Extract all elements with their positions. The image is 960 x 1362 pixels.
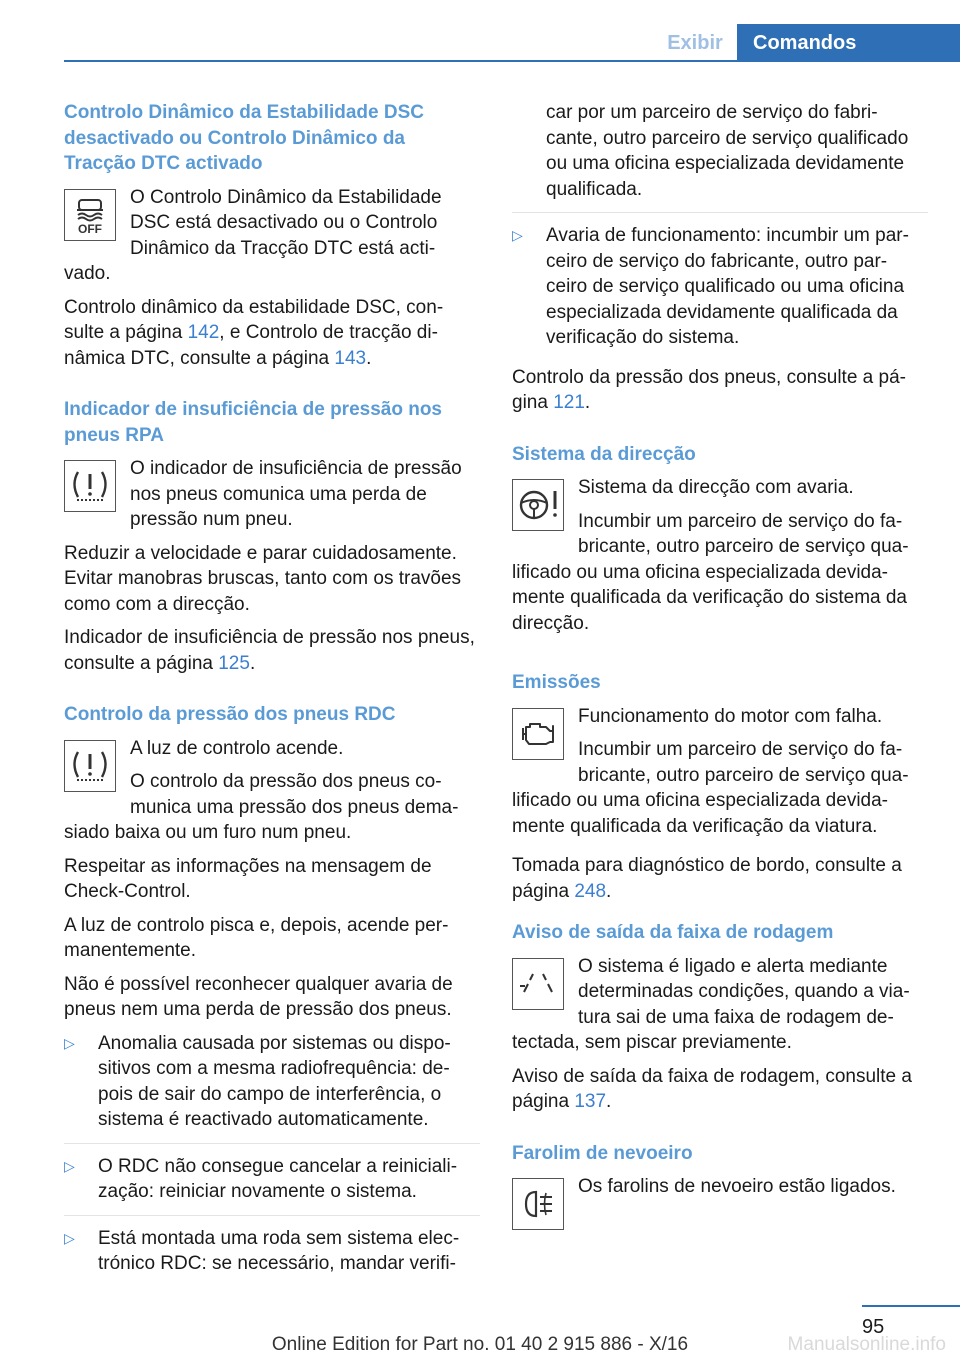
tire-pressure-warning-icon xyxy=(64,460,116,512)
page-link-137[interactable]: 137 xyxy=(574,1091,607,1112)
edition-footer: Online Edition for Part no. 01 40 2 915 886 - X/16 xyxy=(271,1334,689,1355)
steering-warning-icon xyxy=(512,479,564,531)
right-column xyxy=(512,100,928,1234)
section-heading-rdc: Controlo da pressão dos pneus RDC xyxy=(64,704,396,725)
rdc-ref: Controlo da pressão dos pneus, consulte a pá-gina 121. xyxy=(512,366,906,413)
triangle-bullet-icon: ▷ xyxy=(64,1229,75,1246)
rdc-blink: A luz de controlo pisca e, depois, acende per-manentemente. xyxy=(64,914,449,961)
triangle-bullet-icon: ▷ xyxy=(512,227,523,243)
page-link-121[interactable]: 121 xyxy=(553,392,585,413)
list-item: ▷ Anomalia causada por sistemas ou dispo-sitivos com a mesma radiofrequência: de-pois de sair do campo de interferência, o sistema é reactivado automaticamente. xyxy=(64,1031,480,1144)
rdc-causes-list-cont xyxy=(512,100,928,361)
triangle-bullet-icon: ▷ xyxy=(64,1157,75,1174)
emissions-desc: Funcionamento do motor com falha. xyxy=(578,705,883,727)
lane-departure-icon xyxy=(512,958,564,1010)
section-heading-emissions: Emissões xyxy=(512,672,601,693)
rdc-desc: O controlo da pressão dos pneus co-munica uma pressão dos pneus dema-siado baixa ou um furo num pneu. xyxy=(64,771,459,843)
dsc-ref: Controlo dinâmico da estabilidade DSC, con-sulte a página 142, e Controlo de tracção di-nâmica DTC, consulte a página 143. xyxy=(64,296,444,369)
triangle-bullet-icon: ▷ xyxy=(64,1034,75,1051)
page-link-142[interactable]: 142 xyxy=(187,322,220,343)
page-link-143[interactable]: 143 xyxy=(334,347,367,369)
page-link-125[interactable]: 125 xyxy=(218,652,250,674)
list-item: ▷ Avaria de funcionamento: incumbir um par-ceiro de serviço do fabricante, outro par-ceiro de serviço qualificado ou uma oficina especializada devidamente qualificada da verificação do sistema. xyxy=(512,225,909,348)
section-heading-fog: Farolim de nevoeiro xyxy=(512,1142,693,1164)
watermark: Manualsonline.info xyxy=(787,1334,946,1355)
rpa-instruction: Reduzir a velocidade e parar cuidadosamente. Evitar manobras bruscas, tanto com os travões como com a direcção. xyxy=(64,542,462,615)
obd-ref: Tomada para diagnóstico de bordo, consulte a página 248. xyxy=(512,855,902,902)
rdc-causes-list xyxy=(64,1031,480,1287)
section-heading-lane: Aviso de saída da faixa de rodagem xyxy=(512,922,834,943)
section-heading-dsc: Controlo Dinâmico da Estabilidade DSC desactivado ou Controlo Dinâmico da Tracção DTC activado xyxy=(64,102,424,174)
rpa-desc: O indicador de insuficiência de pressão nos pneus comunica uma perda de pressão num pneu. xyxy=(130,458,462,530)
rdc-nodetect: Não é possível reconhecer qualquer avaria de pneus nem uma perda de pressão dos pneus. xyxy=(64,973,453,1020)
section-heading-rpa: Indicador de insuficiência de pressão nos pneus RPA xyxy=(64,399,442,446)
lane-ref: Aviso de saída da faixa de rodagem, consulte a página 137. xyxy=(512,1065,912,1112)
section-heading-steering: Sistema da direcção xyxy=(512,443,696,465)
dsc-off-icon xyxy=(64,189,116,241)
rpa-ref: Indicador de insuficiência de pressão nos pneus, consulte a página 125. xyxy=(64,627,475,674)
page-link-248[interactable]: 248 xyxy=(574,880,607,902)
list-item: ▷ O RDC não consegue cancelar a reiniciali-zação: reiniciar novamente o sistema. xyxy=(64,1154,480,1216)
rear-fog-light-icon xyxy=(512,1178,564,1230)
rdc-checkcontrol: Respeitar as informações na mensagem de Check-Control. xyxy=(64,855,432,902)
header-rule xyxy=(64,60,960,62)
tab-comandos[interactable]: Comandos xyxy=(737,24,960,62)
tab-exibir[interactable]: Exibir xyxy=(667,32,723,54)
dsc-off-label: OFF xyxy=(78,221,102,236)
left-column xyxy=(64,100,480,1297)
rdc-light: A luz de controlo acende. xyxy=(130,737,344,759)
tire-pressure-monitor-icon xyxy=(64,740,116,792)
page-number: 95 xyxy=(862,1316,885,1338)
list-item: ▷ Está montada uma roda sem sistema elec-trónico RDC: se necessário, mandar verifi- xyxy=(64,1227,460,1274)
page-number-rule xyxy=(862,1305,960,1307)
lane-desc: O sistema é ligado e alerta mediante determinadas condições, quando a via-tura sai de uma faixa de rodagem de-tectada, sem piscar previamente. xyxy=(512,955,910,1053)
list-item: car por um parceiro de serviço do fabri-cante, outro parceiro de serviço qualificado ou uma oficina especializada devidamente qualificada. xyxy=(512,100,928,213)
steering-action: Incumbir um parceiro de serviço do fa-bricante, outro parceiro de serviço qua-lificado ou uma oficina especializada devida-mente qualificada da verificação do sistema da direcção. xyxy=(512,510,909,634)
engine-check-icon xyxy=(512,708,564,760)
emissions-action: Incumbir um parceiro de serviço do fa-bricante, outro parceiro de serviço qua-lificado ou uma oficina especializada devida-mente qualificada da verificação da viatura. xyxy=(512,739,909,837)
dsc-desc: O Controlo Dinâmico da Estabilidade DSC está desactivado ou o Controlo Dinâmico da Tracção DTC está acti-vado. xyxy=(64,186,442,284)
steering-desc: Sistema da direcção com avaria. xyxy=(578,477,854,498)
fog-desc: Os farolins de nevoeiro estão ligados. xyxy=(578,1176,896,1197)
